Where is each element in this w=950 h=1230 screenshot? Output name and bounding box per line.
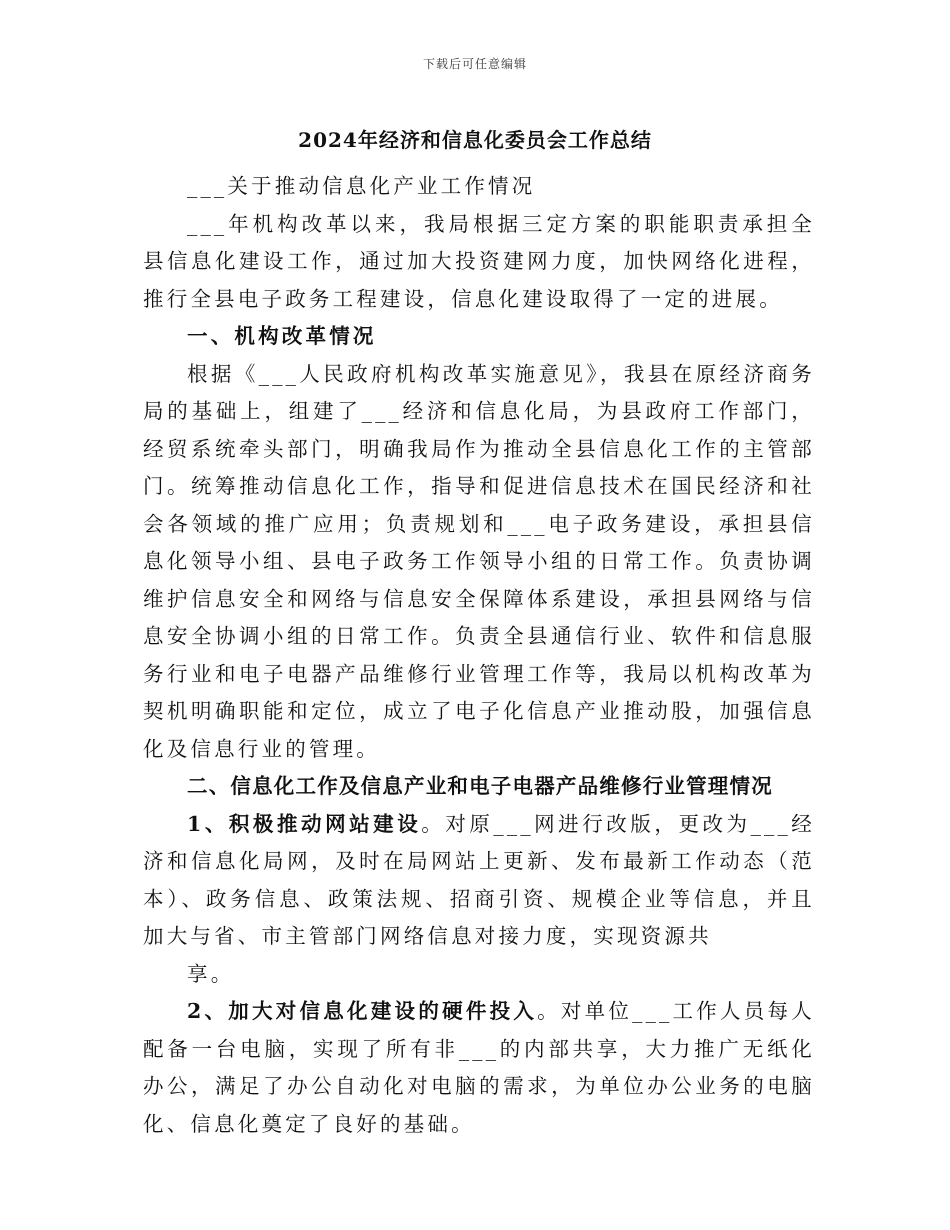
paragraph-intro-heading: ___关于推动信息化产业工作情况 <box>187 174 536 198</box>
paragraph-website <box>143 806 815 956</box>
section-heading-1: 一、机构改革情况 <box>187 324 377 348</box>
paragraph-intro: ___年机构改革以来，我局根据三定方案的职能职责承担全县信息化建设工作，通过加大投资建网力度，加快网络化进程，推行全县电子政务工程建设，信息化建设取得了一定的进展。 <box>143 211 815 311</box>
paragraph-hardware-lead: 2、加大对信息化建设的硬件投入 <box>187 999 538 1023</box>
paragraph-website-body: 。对原___网进行改版，更改为___经济和信息化局网，及时在局网站上更新、发布最新工作动态（范本）、政务信息、政策法规、招商引资、规模企业等信息，并且加大与省、市主管部门网络信息对接力度，实现资源共 <box>143 811 815 948</box>
section-heading-2: 二、信息化工作及信息产业和电子电器产品维修行业管理情况 <box>187 774 773 798</box>
paragraph-website-lead: 1、积极推动网站建设 <box>187 811 422 836</box>
document-title: 2024年经济和信息化委员会工作总结 <box>298 128 652 152</box>
paragraph-website-tail: 享。 <box>187 961 235 986</box>
document-body <box>143 168 815 1143</box>
header-note: 下载后可任意编辑 <box>422 57 527 71</box>
paragraph-hardware <box>143 993 815 1143</box>
paragraph-reform: 根据《___人民政府机构改革实施意见》，我县在原经济商务局的基础上，组建了___经济和信息化局，为县政府工作部门，经贸系统牵头部门，明确我局作为推动全县信息化工作的主管部门。统筹推动信息化工作，指导和促进信息技术在国民经济和社会各领域的推广应用；负责规划和___电子政务建设，承担县信息化领导小组、县电子政务工作领导小组的日常工作。负责协调维护信息安全和网络与信息安全保障体系建设，承担县网络与信息安全协调小组的日常工作。负责全县通信行业、软件和信息服务行业和电子电器产品维修行业管理工作等，我局以机构改革为契机明确职能和定位，成立了电子化信息产业推动股，加强信息化及信息行业的管理。 <box>143 361 815 761</box>
paragraph-hardware-body: 。对单位___工作人员每人配备一台电脑，实现了所有非___的内部共享，大力推广无纸化办公，满足了办公自动化对电脑的需求，为单位办公业务的电脑化、信息化奠定了良好的基础。 <box>143 999 815 1136</box>
